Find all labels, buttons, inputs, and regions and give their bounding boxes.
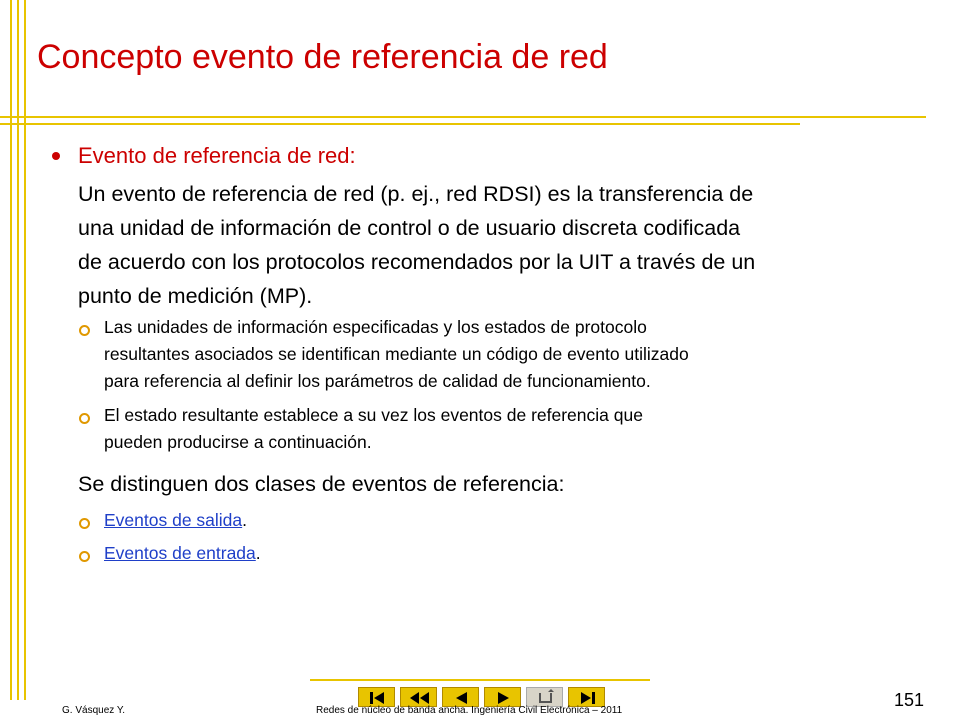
circle-bullet-icon <box>79 413 90 424</box>
footer-author: G. Vásquez Y. <box>62 705 126 716</box>
last-slide-button[interactable] <box>568 687 605 707</box>
footer-course: Redes de núcleo de banda ancha. Ingeniería Civil Electrónica – 2011 <box>316 705 623 716</box>
eventos-entrada-link[interactable]: Eventos de entrada <box>104 543 256 563</box>
header-rule-2 <box>0 123 800 125</box>
subbullet-line: El estado resultante establece a su vez los eventos de referencia que <box>104 405 643 425</box>
link-item-entrada <box>104 540 864 567</box>
frame-line-left-3 <box>24 0 26 700</box>
subbullet-line: pueden producirse a continuación. <box>104 432 372 452</box>
paragraph-line: punto de medición (MP). <box>78 284 313 308</box>
definition-paragraph <box>78 177 923 313</box>
previous-section-button[interactable] <box>400 687 437 707</box>
bullet-heading: Evento de referencia de red: <box>78 143 356 168</box>
paragraph-line: una unidad de información de control o de usuario discreta codificada <box>78 216 741 240</box>
paragraph-line: Un evento de referencia de red (p. ej., red RDSI) es la transferencia de <box>78 182 754 206</box>
header-rule-1 <box>0 116 926 118</box>
previous-slide-button[interactable] <box>442 687 479 707</box>
subbullet-line: para referencia al definir los parámetros de calidad de funcionamiento. <box>104 371 651 391</box>
classes-paragraph: Se distinguen dos clases de eventos de referencia: <box>78 472 565 496</box>
circle-bullet-icon <box>79 518 90 529</box>
bullet-icon <box>52 152 60 160</box>
next-slide-button[interactable] <box>484 687 521 707</box>
frame-line-left-2 <box>17 0 19 700</box>
link-suffix: . <box>242 510 248 530</box>
paragraph-line: de acuerdo con los protocolos recomendados por la UIT a través de un <box>78 250 756 274</box>
subbullet-resulting-state <box>104 402 864 456</box>
link-suffix: . <box>255 543 261 563</box>
slide-title: Concepto evento de referencia de red <box>37 38 608 76</box>
page-number: 151 <box>894 690 925 710</box>
circle-bullet-icon <box>79 325 90 336</box>
first-slide-button[interactable] <box>358 687 395 707</box>
subbullet-line: resultantes asociados se identifican mediante un código de evento utilizado <box>104 344 689 364</box>
circle-bullet-icon <box>79 551 90 562</box>
subbullet-info-units <box>104 314 864 395</box>
subbullet-line: Las unidades de información especificadas y los estados de protocolo <box>104 317 647 337</box>
eventos-salida-link[interactable]: Eventos de salida <box>104 510 243 530</box>
frame-line-left-1 <box>10 0 12 700</box>
return-button[interactable] <box>526 687 563 707</box>
slide-navigation-bar <box>358 687 605 707</box>
footer-rule <box>310 679 650 681</box>
link-item-salida <box>104 507 864 534</box>
